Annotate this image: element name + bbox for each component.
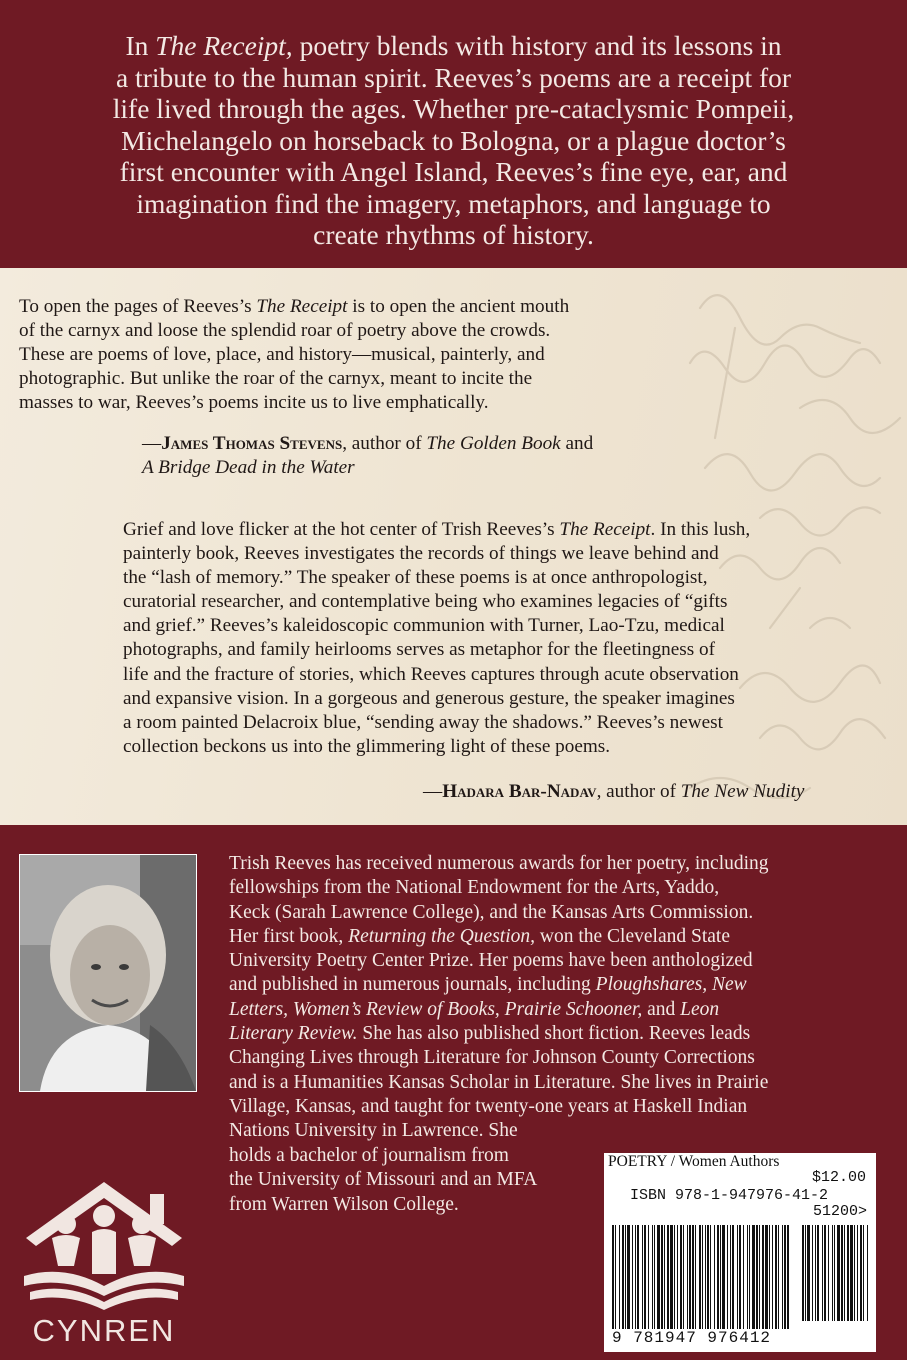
barcode-bar <box>687 1225 688 1329</box>
barcode-bar <box>683 1225 684 1329</box>
barcode-addon-bar <box>850 1225 853 1321</box>
barcode-addon-bar <box>815 1225 816 1321</box>
top-blurb-line-4: Michelangelo on horseback to Bologna, or a plague doctor’s <box>121 124 786 156</box>
barcode-bar <box>692 1225 694 1329</box>
barcode-bar <box>775 1225 777 1329</box>
top-blurb-line-6: imagination find the imagery, metaphors, and language to <box>136 187 771 219</box>
author-bio-bottom <box>229 1144 594 1217</box>
bio-line-3: Keck (Sarah Lawrence College), and the Kansas Arts Commission. <box>229 901 754 923</box>
bio-line-13: holds a bachelor of journalism from <box>229 1145 509 1166</box>
barcode-bar <box>664 1225 665 1329</box>
barcode-bar <box>752 1225 755 1329</box>
barcode-number: 9 781947 976412 <box>612 1329 772 1347</box>
attribution-name-stevens: James Thomas Stevens <box>161 433 343 454</box>
top-blurb-band <box>0 0 907 268</box>
quote-two-line-3: the “lash of memory.” The speaker of these poems is at once anthropologist, <box>123 567 708 589</box>
quote-one-line-5: masses to war, Reeves’s poems incite us to live emphatically. <box>19 392 489 414</box>
barcode-bar <box>652 1225 653 1329</box>
barcode-bar <box>749 1225 750 1329</box>
barcode-addon-bar <box>802 1225 804 1321</box>
barcode-bar <box>654 1225 655 1329</box>
barcode-bar <box>714 1225 715 1329</box>
barcode-box <box>604 1153 876 1352</box>
barcode-bar <box>695 1225 696 1329</box>
bio-line-15: from Warren Wilson College. <box>229 1193 459 1215</box>
attribution-bar-nadav: —Hadara Bar-Nadav, author of The New Nudity <box>423 781 805 802</box>
barcode-bar <box>765 1225 768 1329</box>
quote-one-line-1: To open the pages of Reeves’s The Receipt is to open the ancient mouth <box>19 296 570 317</box>
barcode-bar <box>784 1225 786 1329</box>
barcode-addon-bar <box>834 1225 835 1321</box>
barcode-bar <box>642 1225 643 1329</box>
barcode-bar <box>769 1225 770 1329</box>
barcode-bar <box>661 1225 663 1329</box>
barcode-bar <box>680 1225 682 1329</box>
quote-two-line-8: and expansive vision. In a gorgeous and generous gesture, the speaker imagines <box>123 687 735 709</box>
barcode-bar <box>625 1225 626 1329</box>
barcode-bar <box>627 1225 630 1329</box>
book-title-golden-book: The Golden Book <box>426 433 561 454</box>
barcode-bar <box>619 1225 620 1329</box>
barcode-addon-bar <box>824 1225 826 1321</box>
bio-line-12: Nations University in Lawrence. She <box>229 1120 518 1142</box>
quote-two-line-4: curatorial researcher, and contemplative being who examines legacies of “gifts <box>123 591 728 613</box>
publisher-name: CYNREN <box>32 1313 176 1348</box>
top-blurb-line-3: life lived through the ages. Whether pre-cataclysmic Pompeii, <box>112 93 795 124</box>
barcode-bar <box>743 1225 744 1329</box>
barcode-bar <box>730 1225 731 1329</box>
barcode-addon-bar <box>847 1225 849 1321</box>
barcode-bar <box>705 1225 706 1329</box>
top-blurb-line-1: In The Receipt, poetry blends with history and its lessons in <box>125 30 782 61</box>
author-bio-top <box>229 852 889 1144</box>
barcode-bar <box>737 1225 738 1329</box>
barcode-bar <box>657 1225 660 1329</box>
barcode-price: $12.00 <box>811 1169 866 1186</box>
quote-two-line-10: collection beckons us into the glimmering light of these poems. <box>123 735 611 757</box>
barcode-bar <box>756 1225 758 1329</box>
barcode-bar <box>707 1225 709 1329</box>
bio-line-9: Changing Lives through Literature for Johnson County Corrections <box>229 1047 755 1069</box>
book-title-bridge-dead: A Bridge Dead in the Water <box>142 457 355 478</box>
barcode-bar <box>635 1225 636 1329</box>
barcode-bar <box>782 1225 783 1329</box>
barcode-addon-bar <box>832 1225 833 1321</box>
attribution-name-bar-nadav: Hadara Bar-Nadav <box>442 781 597 802</box>
barcode-addon-bar <box>867 1225 868 1321</box>
author-portrait-image <box>20 855 196 1091</box>
praise-band <box>0 268 907 825</box>
barcode-addon-bar <box>807 1225 810 1321</box>
bio-line-6: and published in numerous journals, including Ploughshares, New <box>229 974 747 996</box>
barcode-bar <box>778 1225 779 1329</box>
bio-line-1: Trish Reeves has received numerous awards for her poetry, including <box>229 853 769 874</box>
barcode-bar <box>644 1225 646 1329</box>
barcode-bar <box>677 1225 678 1329</box>
barcode-bar <box>722 1225 725 1329</box>
attribution-stevens: —James Thomas Stevens, author of The Golden Book and A Bridge Dead in the Water <box>142 433 594 478</box>
quote-two-line-6: photographs, and family heirlooms serves as metaphor for the fleetingness of <box>123 639 715 661</box>
barcode-addon-bar <box>841 1225 843 1321</box>
barcode-bar <box>747 1225 748 1329</box>
quote-two-line-7: life and the fracture of stories, which Reeves captures through acute observation <box>123 663 739 685</box>
barcode-addon-bar <box>857 1225 858 1321</box>
quote-one-line-2: of the carnyx and loose the splendid roar of poetry above the crowds. <box>19 320 551 342</box>
quote-two-line-5: and grief.” Reeves’s kaleidoscopic communion with Turner, Lao-Tzu, medical <box>123 615 725 637</box>
barcode-bar <box>762 1225 764 1329</box>
barcode-addon-code: 51200> <box>812 1203 867 1220</box>
barcode-addon-bar <box>854 1225 855 1321</box>
barcode-bar <box>739 1225 741 1329</box>
top-blurb-line-5: first encounter with Angel Island, Reeves’s fine eye, ear, and <box>119 156 788 187</box>
author-bio-band <box>0 825 907 1360</box>
barcode-bar <box>632 1225 633 1329</box>
barcode-isbn: ISBN 978-1-947976-41-2 <box>630 1187 829 1204</box>
praise-quote-stevens <box>19 295 719 415</box>
bio-line-4: Her first book, Returning the Question, won the Cleveland State <box>229 925 730 947</box>
barcode-addon-bar <box>837 1225 840 1321</box>
quote-one-line-3: These are poems of love, place, and history—musical, painterly, and <box>19 344 545 366</box>
bio-line-7: Letters, Women’s Review of Books, Prairie Schooner, and Leon <box>229 998 720 1020</box>
barcode-bar <box>710 1225 711 1329</box>
barcode-bar <box>674 1225 675 1329</box>
barcode-image <box>604 1153 876 1352</box>
quote-one-line-4: photographic. But unlike the roar of the carnyx, meant to incite the <box>19 368 533 390</box>
barcode-category: POETRY / Women Authors <box>608 1153 780 1170</box>
top-blurb-line-2: a tribute to the human spirit. Reeves’s poems are a receipt for <box>115 61 792 93</box>
barcode-bar <box>689 1225 691 1329</box>
barcode-bar <box>772 1225 773 1329</box>
quote-two-line-2: painterly book, Reeves investigates the records of things we leave behind and <box>123 543 719 565</box>
author-photo <box>19 854 197 1092</box>
bio-line-5: University Poetry Center Prize. Her poems have been anthologized <box>229 950 753 972</box>
barcode-bar <box>648 1225 649 1329</box>
barcode-addon-bar <box>822 1225 823 1321</box>
praise-quote-bar-nadav <box>123 518 893 759</box>
top-blurb-line-7: create rhythms of history. <box>313 219 594 250</box>
bio-line-8: Literary Review. She has also published short fiction. Reeves leads <box>229 1023 751 1045</box>
barcode-bar <box>612 1225 614 1329</box>
barcode-bar <box>699 1225 701 1329</box>
bio-line-2: fellowships from the National Endowment for the Arts, Yaddo, <box>229 877 720 899</box>
barcode-bar <box>702 1225 703 1329</box>
barcode-bar <box>667 1225 669 1329</box>
barcode-addon-bar <box>812 1225 813 1321</box>
book-title-new-nudity: The New Nudity <box>680 781 805 802</box>
quote-two-line-1: Grief and love flicker at the hot center of Trish Reeves’s The Receipt. In this lush, <box>123 519 751 540</box>
quote-two-line-9: a room painted Delacroix blue, “sending away the shadows.” Reeves’s newest <box>123 711 723 733</box>
barcode-bar <box>637 1225 639 1329</box>
barcode-addon-bar <box>805 1225 806 1321</box>
bio-line-10: and is a Humanities Kansas Scholar in Literature. She lives in Prairie <box>229 1071 769 1093</box>
barcode-bar <box>732 1225 734 1329</box>
barcode-bar <box>720 1225 721 1329</box>
barcode-addon-bar <box>828 1225 829 1321</box>
barcode-bar <box>787 1225 789 1329</box>
barcode-addon-bar <box>844 1225 845 1321</box>
barcode-bar <box>622 1225 624 1329</box>
bio-line-14: the University of Missouri and an MFA <box>229 1169 538 1191</box>
barcode-addon-bar <box>817 1225 819 1321</box>
barcode-addon-bar <box>863 1225 864 1321</box>
barcode-bar <box>717 1225 719 1329</box>
barcode-bar <box>759 1225 760 1329</box>
barcode-addon-bar <box>860 1225 862 1321</box>
top-blurb <box>30 30 877 251</box>
barcode-bar <box>670 1225 673 1329</box>
barcode-bar <box>615 1225 616 1329</box>
bio-line-11: Village, Kansas, and taught for twenty-one years at Haskell Indian <box>229 1095 748 1117</box>
barcode-bar <box>727 1225 728 1329</box>
